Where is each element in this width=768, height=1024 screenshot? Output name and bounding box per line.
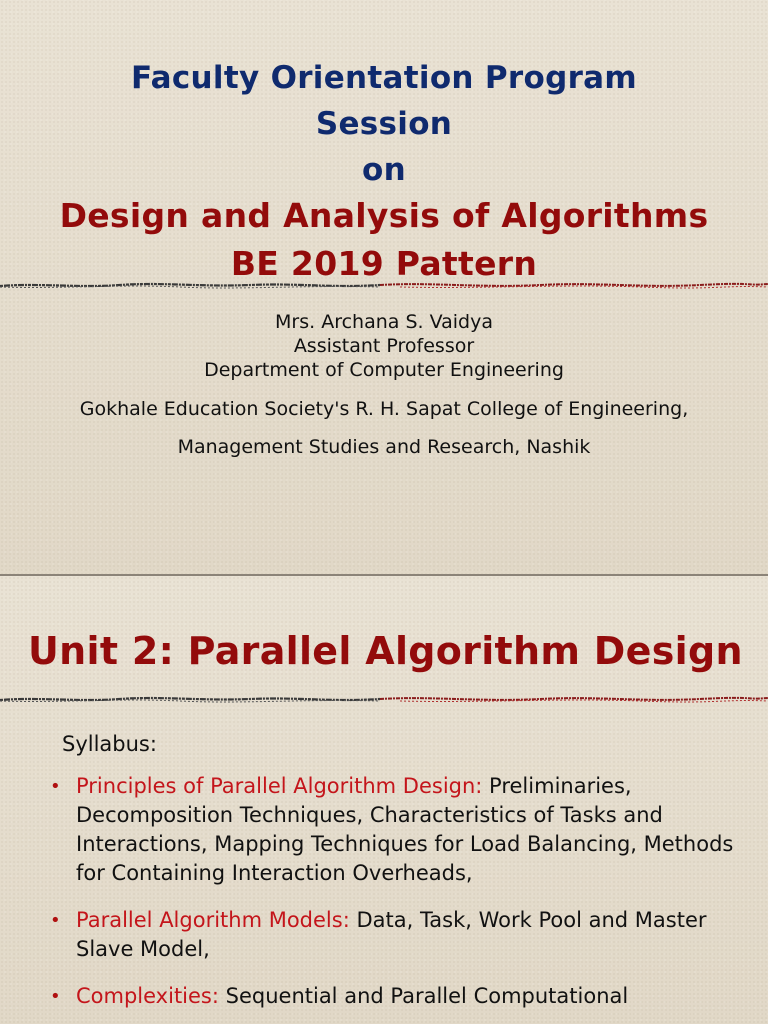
pattern-title: BE 2019 Pattern [230,244,538,283]
bullet-text: Sequential and Parallel Computational [218,984,629,1008]
bullet-text: Data, Task, Work Pool and Master Slave Model, [76,908,707,961]
subject-title: Design and Analysis of Algorithms [59,196,709,235]
slide-syllabus [0,576,768,1024]
bullet-icon: • [50,776,61,797]
bullet-heading: Principles of Parallel Algorithm Design: [76,774,483,798]
author-name: Mrs. Archana S. Vaidya [275,311,493,333]
syllabus-list [44,772,744,1024]
list-item [44,982,744,1011]
bullet-heading: Complexities: [76,984,219,1008]
program-title: Faculty Orientation Program [131,60,637,96]
session-label: Session [315,106,453,142]
bullet-heading: Parallel Algorithm Models: [76,908,350,932]
list-item [44,772,744,888]
divider-rule [0,693,768,707]
institution-line-2: Management Studies and Research, Nashik [177,436,591,458]
list-item [44,906,744,964]
divider-rule [0,279,768,293]
institution-line-1: Gokhale Education Society's R. H. Sapat College of Engineering, [79,398,689,420]
author-designation: Assistant Professor [293,335,475,357]
bullet-text: Preliminaries, Decomposition Techniques, Characteristics of Tasks and Interactions, Mapping Techniques for Load Balancing, Methods for Containing Interaction Overheads, [76,774,734,885]
on-label: on [362,152,406,188]
bullet-icon: • [50,986,61,1007]
syllabus-label: Syllabus: [62,732,157,756]
unit-title: Unit 2: Parallel Algorithm Design [28,629,743,673]
author-department: Department of Computer Engineering [204,359,564,381]
bullet-icon: • [50,910,61,931]
